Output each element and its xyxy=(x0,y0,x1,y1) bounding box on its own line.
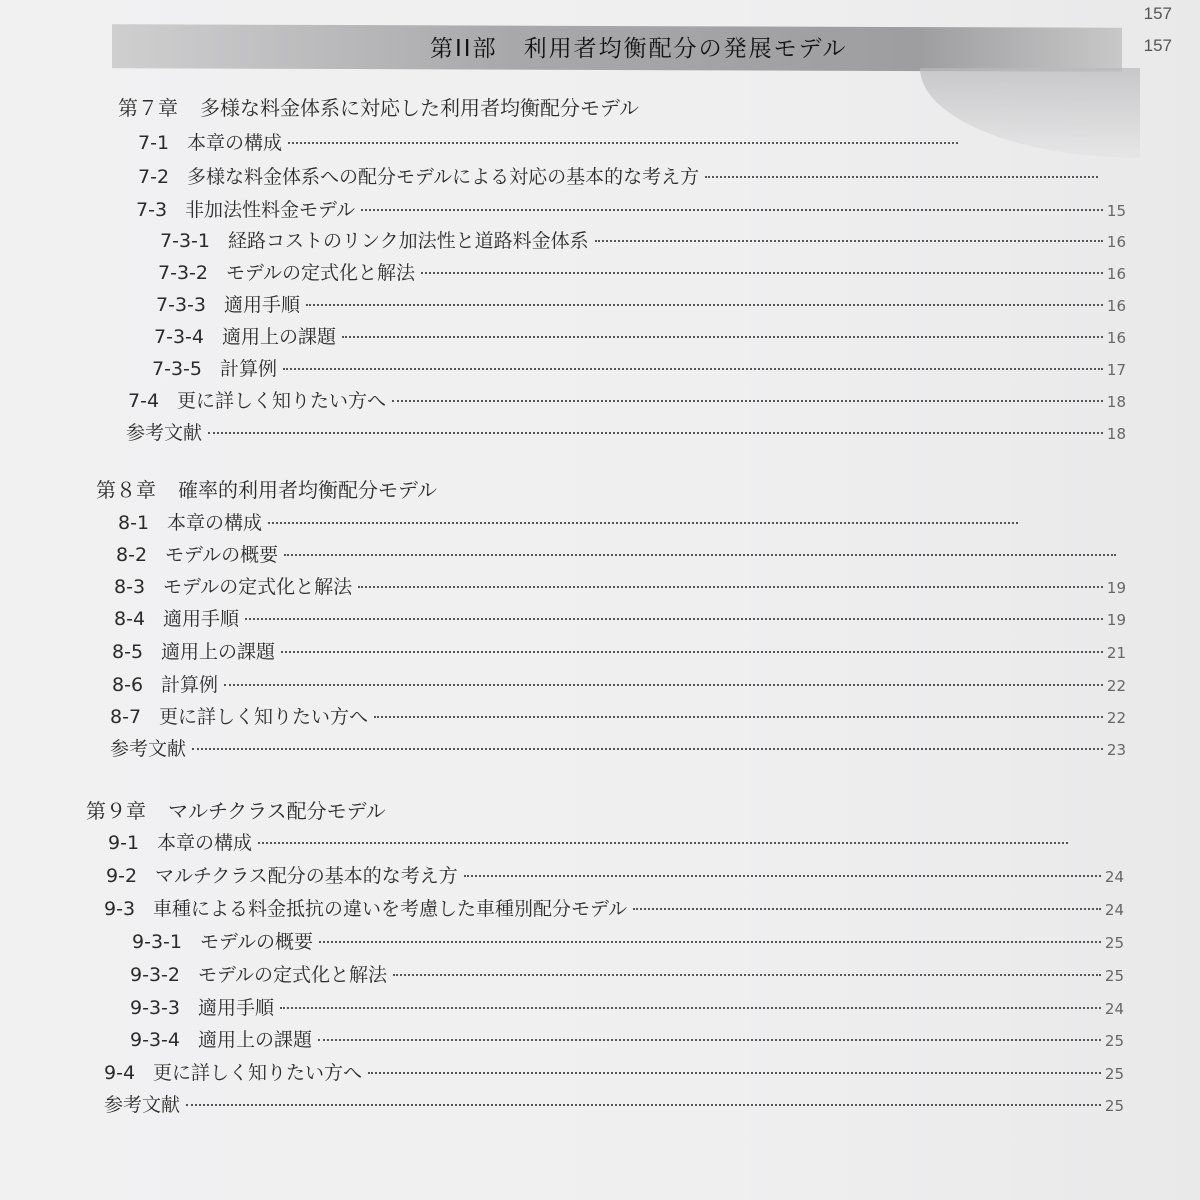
entry-number: 7-4 xyxy=(128,390,160,412)
entry-label: 参考文献 xyxy=(104,1094,181,1116)
entry-number: 9-3-2 xyxy=(130,964,180,986)
toc-entry-references[interactable] xyxy=(110,734,1126,764)
entry-number: 9-3-4 xyxy=(130,1029,180,1051)
entry-label: 更に詳しく知りたい方へ xyxy=(153,1062,363,1084)
leader-dots xyxy=(192,748,1103,750)
chapter-number: 第９章 xyxy=(86,799,146,823)
toc-entry[interactable] xyxy=(110,702,1126,732)
page-number: 19 xyxy=(1106,579,1126,597)
entry-number: 9-3 xyxy=(104,898,136,920)
toc-entry[interactable] xyxy=(130,993,1124,1023)
page-number: 24 xyxy=(1104,901,1124,919)
leader-dots xyxy=(208,432,1103,434)
chapter-number: 第８章 xyxy=(96,478,156,502)
leader-dots xyxy=(224,684,1103,686)
leader-dots xyxy=(281,651,1103,653)
toc-entry[interactable] xyxy=(154,322,1126,352)
leader-dots xyxy=(268,522,1018,524)
toc-entry[interactable] xyxy=(114,604,1126,634)
page-number: 24 xyxy=(1104,868,1124,886)
leader-dots xyxy=(361,209,1103,211)
entry-label: 更に詳しく知りたい方へ xyxy=(177,390,387,412)
page-number: 22 xyxy=(1106,677,1126,695)
page-number: 16 xyxy=(1106,265,1126,283)
leader-dots xyxy=(186,1104,1101,1106)
leader-dots xyxy=(284,554,1116,556)
toc-entry[interactable] xyxy=(106,861,1124,891)
entry-number: 9-3-1 xyxy=(132,931,182,953)
entry-number: 7-3-4 xyxy=(154,326,204,348)
leader-dots xyxy=(258,842,1068,844)
entry-label: 非加法性料金モデル xyxy=(185,199,356,221)
toc-entry[interactable] xyxy=(108,828,1068,858)
entry-number: 9-3-3 xyxy=(130,997,180,1019)
leader-dots xyxy=(306,304,1103,306)
leader-dots xyxy=(393,974,1101,976)
toc-entry[interactable] xyxy=(130,960,1124,990)
entry-label: 更に詳しく知りたい方へ xyxy=(159,706,369,728)
toc-entry[interactable] xyxy=(160,226,1126,256)
entry-number: 8-3 xyxy=(114,576,146,598)
entry-number: 8-7 xyxy=(110,706,142,728)
toc-entry-references[interactable] xyxy=(126,418,1126,448)
page-number: 25 xyxy=(1104,967,1124,985)
page-number: 18 xyxy=(1106,393,1126,411)
entry-label: 適用手順 xyxy=(197,997,274,1019)
chapter-number: 第７章 xyxy=(118,96,178,120)
entry-label: 適用手順 xyxy=(163,608,240,630)
entry-label: モデルの定式化と解法 xyxy=(163,576,353,598)
page-number: 24 xyxy=(1104,1000,1124,1018)
toc-entry[interactable] xyxy=(156,290,1126,320)
chapter-heading[interactable] xyxy=(118,92,639,122)
leader-dots xyxy=(283,368,1103,370)
entry-label: モデルの概要 xyxy=(199,931,314,953)
page-number: 22 xyxy=(1106,709,1126,727)
leader-dots xyxy=(464,875,1101,877)
page-number: 25 xyxy=(1104,934,1124,952)
entry-number: 7-3-2 xyxy=(158,262,208,284)
entry-label: 多様な料金体系への配分モデルによる対応の基本的な考え方 xyxy=(187,166,700,188)
toc-entry[interactable] xyxy=(138,162,1098,192)
page-number: 21 xyxy=(1106,644,1126,662)
entry-number: 9-4 xyxy=(104,1062,136,1084)
entry-label: 本章の構成 xyxy=(157,832,253,854)
leader-dots xyxy=(358,586,1103,588)
part-name: 利用者均衡配分の発展モデル xyxy=(523,36,848,62)
entry-label: 参考文献 xyxy=(126,422,203,444)
page-number: 25 xyxy=(1104,1065,1124,1083)
entry-number: 7-3 xyxy=(136,199,168,221)
leader-dots xyxy=(368,1072,1101,1074)
toc-entry[interactable] xyxy=(152,354,1126,384)
entry-label: モデルの定式化と解法 xyxy=(225,262,416,284)
leader-dots xyxy=(319,941,1101,943)
page-number: 18 xyxy=(1106,425,1126,443)
entry-label: 適用上の課題 xyxy=(161,641,276,663)
page-number: 15 xyxy=(1106,202,1126,220)
leader-dots xyxy=(633,908,1101,910)
entry-label: 適用上の課題 xyxy=(197,1029,312,1051)
chapter-title: 確率的利用者均衡配分モデル xyxy=(178,478,437,502)
toc-entry[interactable] xyxy=(116,540,1116,570)
entry-number: 7-2 xyxy=(138,166,170,188)
toc-entry[interactable] xyxy=(136,195,1126,225)
chapter-title: マルチクラス配分モデル xyxy=(168,799,386,823)
entry-label: モデルの概要 xyxy=(165,544,279,566)
entry-number: 8-1 xyxy=(118,512,150,534)
leader-dots xyxy=(705,176,1098,178)
toc-entry[interactable] xyxy=(112,670,1126,700)
toc-entry[interactable] xyxy=(104,1058,1124,1088)
entry-number: 7-3-1 xyxy=(160,230,210,252)
page-number: 16 xyxy=(1106,297,1126,315)
chapter-title: 多様な料金体系に対応した利用者均衡配分モデル xyxy=(200,96,639,120)
entry-number: 7-3-5 xyxy=(152,358,202,380)
entry-label: 車種による料金抵抗の違いを考慮した車種別配分モデル xyxy=(153,898,628,920)
entry-label: マルチクラス配分の基本的な考え方 xyxy=(155,865,458,887)
entry-number: 8-2 xyxy=(116,544,148,566)
page-number: 25 xyxy=(1104,1097,1124,1115)
page-number: 23 xyxy=(1106,741,1126,759)
entry-label: モデルの定式化と解法 xyxy=(197,964,388,986)
chapter-heading[interactable] xyxy=(86,795,386,825)
leader-dots xyxy=(342,336,1103,338)
page-number: 19 xyxy=(1106,611,1126,629)
toc-entry[interactable] xyxy=(138,128,958,158)
leader-dots xyxy=(288,142,958,144)
part-label: 第II部 xyxy=(430,36,498,62)
toc-entry[interactable] xyxy=(128,386,1126,416)
entry-number: 7-3-3 xyxy=(156,294,206,316)
entry-number: 8-4 xyxy=(114,608,146,630)
toc-entry[interactable] xyxy=(132,927,1124,957)
page-number: 16 xyxy=(1106,329,1126,347)
leader-dots xyxy=(318,1039,1101,1041)
toc-entry[interactable] xyxy=(130,1025,1124,1055)
page-number: 25 xyxy=(1104,1032,1124,1050)
leader-dots xyxy=(595,240,1103,242)
entry-number: 7-1 xyxy=(138,132,170,154)
toc-entry[interactable] xyxy=(118,508,1018,538)
toc-entry[interactable] xyxy=(104,894,1124,924)
entry-number: 9-1 xyxy=(108,832,140,854)
entry-number: 8-6 xyxy=(112,674,144,696)
chapter-heading[interactable] xyxy=(96,474,437,504)
entry-label: 計算例 xyxy=(219,358,277,380)
entry-label: 適用上の課題 xyxy=(221,326,336,348)
entry-number: 9-2 xyxy=(106,865,138,887)
entry-label: 適用手順 xyxy=(223,294,300,316)
corner-page-number: 157 xyxy=(1143,36,1172,55)
leader-dots xyxy=(421,272,1103,274)
entry-number: 8-5 xyxy=(112,641,144,663)
leader-dots xyxy=(245,618,1103,620)
entry-label: 本章の構成 xyxy=(187,132,283,154)
page-number: 17 xyxy=(1106,361,1126,379)
toc-entry[interactable] xyxy=(158,258,1126,288)
leader-dots xyxy=(280,1007,1101,1009)
entry-label: 参考文献 xyxy=(110,738,187,760)
toc-entry-references[interactable] xyxy=(104,1090,1124,1120)
entry-label: 経路コストのリンク加法性と道路料金体系 xyxy=(227,230,589,252)
leader-dots xyxy=(374,716,1103,718)
toc-entry[interactable] xyxy=(114,572,1126,602)
toc-entry[interactable] xyxy=(112,637,1126,667)
leader-dots xyxy=(392,400,1103,402)
entry-label: 本章の構成 xyxy=(167,512,263,534)
page-number: 16 xyxy=(1106,233,1126,251)
entry-label: 計算例 xyxy=(161,674,219,696)
corner-page-number: 157 xyxy=(1143,4,1172,23)
